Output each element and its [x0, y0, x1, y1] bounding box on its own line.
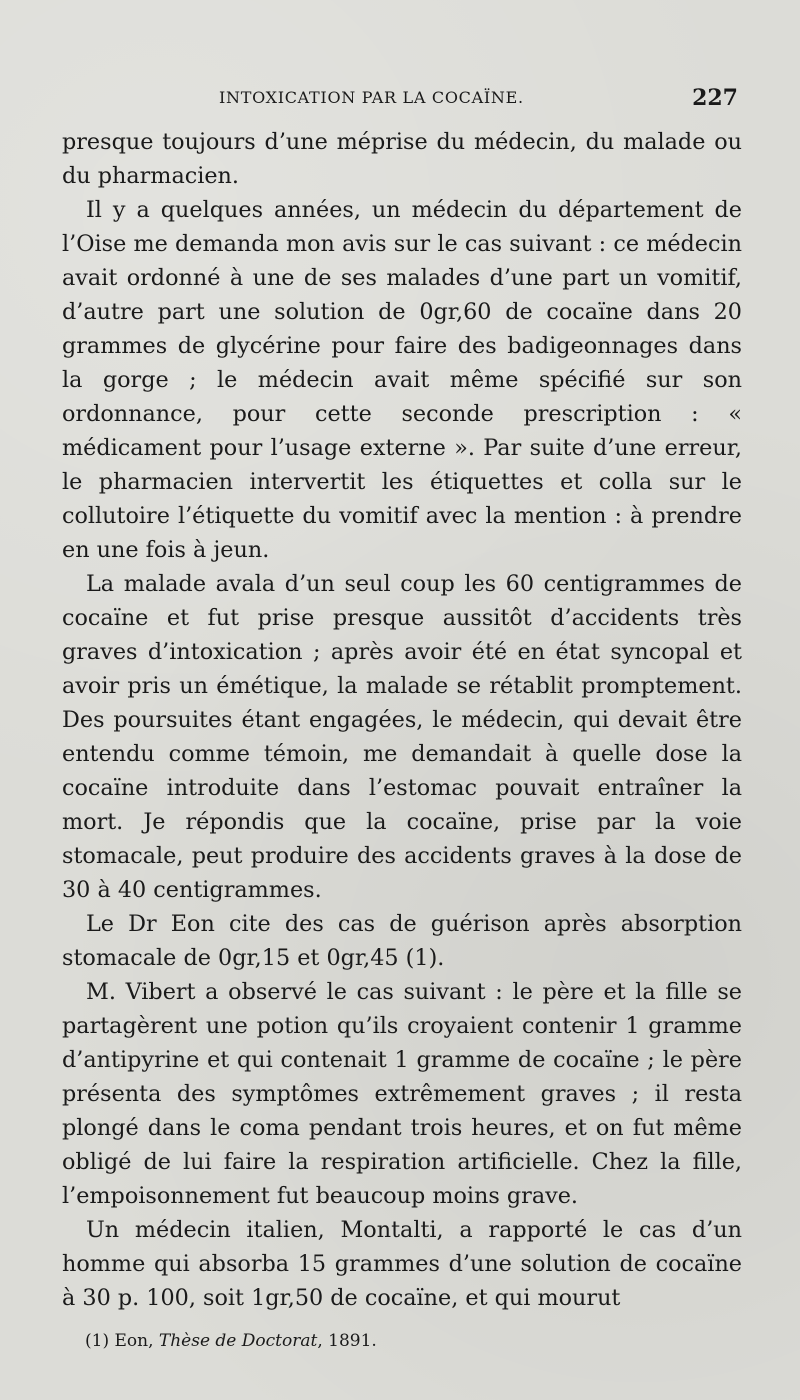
paragraph-montalti-case: Un médecin italien, Montalti, a rapporté le cas d’un homme qui absorba 15 grammes d’une solution de cocaïne à 30 p. 100, soit 1gr,50 de cocaïne, et qui mourut	[62, 1217, 742, 1311]
body-text	[62, 125, 742, 1315]
paragraph-vibert-case: M. Vibert a observé le cas suivant : le père et la fille se partagèrent une potion qu’ils croyaient contenir 1 gramme d’antipyrine et qui contenait 1 gramme de cocaïne ; le père présenta des symptômes extrêmement graves ; il resta plongé dans le coma pendant trois heures, et on fut même obligé de lui faire la respiration artificielle. Chez la fille, l’empoisonnement fut beaucoup moins grave.	[62, 979, 742, 1209]
paragraph-eon-cases: Le Dr Eon cite des cas de guérison après absorption stomacale de 0gr,15 et 0gr,45 (1).	[62, 911, 742, 971]
running-title: INTOXICATION PAR LA COCAÏNE.	[219, 88, 524, 107]
paragraph-oise-case: Il y a quelques années, un médecin du département de l’Oise me demanda mon avis sur le cas suivant : ce médecin avait ordonné à une de ses malades d’une part un vomitif, d’autre part une solution de 0gr,60 de cocaïne dans 20 grammes de glycérine pour faire des badigeonnages dans la gorge ; le médecin avait même spécifié sur son ordonnance, pour cette seconde prescription : « médicament pour l’usage externe ». Par suite d’une erreur, le pharmacien intervertit les étiquettes et colla sur le collutoire l’étiquette du vomitif avec la mention : à prendre en une fois à jeun.	[62, 197, 742, 563]
footnote	[85, 1330, 377, 1352]
page-number: 227	[692, 85, 738, 111]
footnote-title: Thèse de Doctorat	[158, 1331, 318, 1351]
footnote-marker: (1) Eon,	[85, 1331, 159, 1351]
paragraph-patient-outcome: La malade avala d’un seul coup les 60 centigrammes de cocaïne et fut prise presque aussitôt d’accidents très graves d’intoxication ; après avoir été en état syncopal et avoir pris un émétique, la malade se rétablit promptement. Des poursuites étant engagées, le médecin, qui devait être entendu comme témoin, me demandait à quelle dose la cocaïne introduite dans l’estomac pouvait entraîner la mort. Je répondis que la cocaïne, prise par la voie stomacale, peut produire des accidents graves à la dose de 30 à 40 centigrammes.	[62, 571, 742, 903]
footnote-year: , 1891.	[317, 1331, 377, 1351]
paragraph-continuation: presque toujours d’une méprise du médecin, du malade ou du pharmacien.	[62, 129, 742, 189]
page-header	[62, 85, 742, 112]
